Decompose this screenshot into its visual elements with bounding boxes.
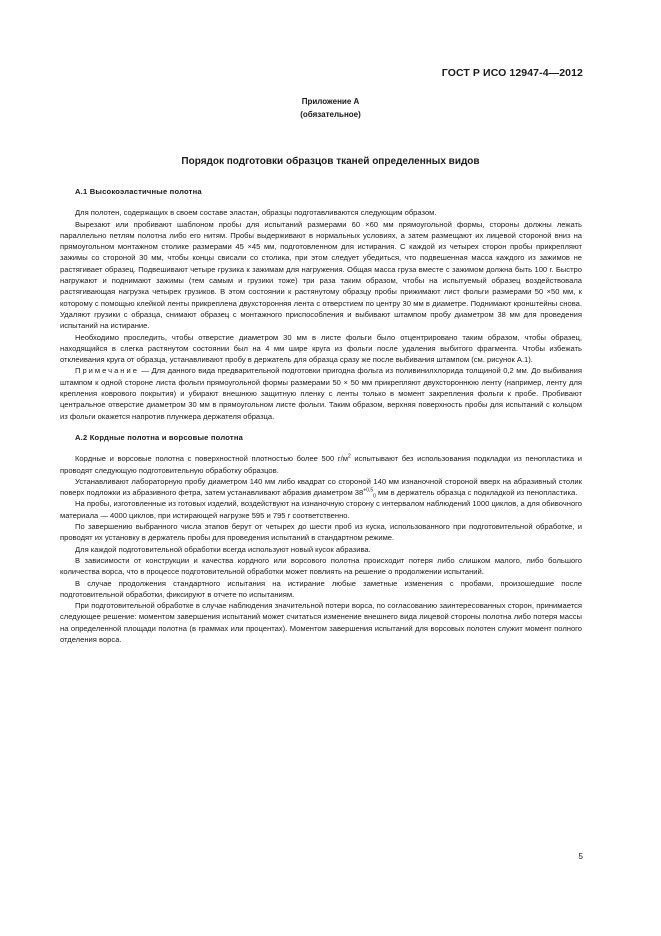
paragraph: В случае продолжения стандартного испытания на истирание любые заметные изменения с пробами, произошедшие после подготовительной обработки, фиксируют в отчете по испытаниям. xyxy=(60,578,582,599)
document-body xyxy=(60,186,582,645)
annex-title: Приложение А xyxy=(301,97,360,106)
paragraph: На пробы, изготовленные из готовых изделий, воздействуют на изнаночную сторону с интервалом наблюдений 1000 циклов, а для обивочного материала — 4000 циклов, при истирающей нагрузке 595 и 795 г соответственно. xyxy=(60,499,582,520)
standard-code: ГОСТ Р ИСО 12947-4—2012 xyxy=(441,67,583,79)
paragraph: Для полотен, содержащих в своем составе эластан, образцы подготавливаются следующим образом. xyxy=(75,208,437,218)
page-number: 5 xyxy=(578,852,583,861)
paragraph: Необходимо проследить, чтобы отверстие диаметром 30 мм в листе фольги было отцентрировано таким образом, чтобы образец, находящийся в слегка растянутом состоянии был на 4 мм шире круга из фольги после удаления выбитого фрагмента. Чтобы избежать отклеивания круга от образца, устанавливают пробу в держатель для образца сразу же после выбивания штампом (см. рисунок А.1). xyxy=(60,332,582,365)
note-text: — Для данного вида предварительной подготовки пригодна фольга из поливинилхлорида толщиной 0,2 мм. До выбивания штампом к одной стороне листа фольги прямоугольной формы размерами 50 × 50 мм прикрепляют двухстороннюю ленту (например, ленту для крепления коврового покрытия) и убирают внешнюю защитную пленку с ленты только в момент закрепления фольги к пробе. Пробивают центральное отверстие диаметром 30 мм в прямоугольном листе фольги. Таким образом, верхняя поверхность пробы для испытаний с кольцом из фольги окажется напротив плунжера держателя образца. xyxy=(60,366,582,421)
paragraph: Вырезают или пробивают шаблоном пробы для испытаний размерами 60 ×60 мм прямоугольной формы, стороны должны лежать параллельно петлям полотна либо его нитям. Пробы выдерживают в нормальных условиях, а затем размещают их лицевой стороной вниз на прямоугольном монтажном столике размерами 45 ×45 мм, подготовленном для истирания. С каждой из четырех сторон пробы прикрепляют зажимы со стороной 30 мм, чтобы концы свисали со столика, при этом следует убедиться, что подвешенная масса каждого из зажимов не растягивает образец. Подвешивают четыре грузика к зажимам для нагружения. Общая масса груза вместе с зажимом должна быть 100 г. Быстро нагружают и поднимают зажимы (тем самым и грузики тоже) три раза таким образом, чтобы на испытуемый образец воздействовала растягивающая нагрузка четырех грузиков. В этом состоянии к растянутому образцу пробы прижимают лист фольги размерами 50 ×50 мм, к которому с помощью клейкой ленты прикреплена двухсторонняя лента с отверстием по центру 30 мм в диаметре. Поднимают кронштейны снова. Удаляют грузики с образца, снимают образец с монтажного приспособления и выбивают штампом пробу диаметром 38 мм для проведения испытаний на истирание. xyxy=(60,219,582,331)
tolerance-upper: +0,5 xyxy=(363,487,374,494)
paragraph: По завершению выбранного числа этапов берут от четырех до шести проб из куска, использованного при подготовительной обработке, и проводят их установку в держатель пробы для проведения испытаний в стандартном режиме. xyxy=(60,522,582,543)
tolerance-lower: 0 xyxy=(373,493,376,500)
paragraph: Устанавливают лабораторную пробу диаметром 140 мм либо квадрат со стороной 140 мм изнаночной стороной вверх на абразивный столик поверх подложки из абразивного фетра, затем устанавливают абразив диаметром $38^{+0,5}_0$ мм в держатель образца с подкладкой из пенопластика. xyxy=(60,476,582,500)
document-title: Порядок подготовки образцов тканей определенных видов xyxy=(181,156,480,167)
section-heading-a2: А.2 Кордные полотна и ворсовые полотна xyxy=(75,432,244,442)
note-label: Примечание xyxy=(75,366,139,376)
paragraph: В зависимости от конструкции и качества кордного или ворсового полотна происходит потеря либо слишком малого, либо большого количества ворса, что в процессе подготовительной обработки может повлиять на решение о продолжении испытаний. xyxy=(60,555,582,577)
annex-header xyxy=(0,95,661,121)
paragraph: Кордные и ворсовые полотна с поверхностной плотностью более 500 $г/м^2$ испытывают без использования подкладки из пенопластика и проводят следующую подготовительную обработку образцов. xyxy=(60,453,582,475)
note-paragraph xyxy=(60,365,582,421)
section-heading-a1: А.1 Высокоэластичные полотна xyxy=(75,187,202,196)
superscript: 2 xyxy=(347,453,351,460)
paragraph: Для каждой подготовительной обработки всегда используют новый кусок абразива. xyxy=(75,544,371,554)
annex-status: (обязательное) xyxy=(300,110,361,119)
paragraph: При подготовительной обработке в случае наблюдения значительной потери ворса, по согласованию заинтересованных сторон, принимается следующее решение: моментом завершения испытаний может считаться изменение внешнего вида лицевой стороны полотна либо потеря массы на определенной площади полотна (в граммах или процентах). Моментом завершения испытаний для ворсовых полотен служит момент полного отделения ворса. xyxy=(60,601,582,644)
